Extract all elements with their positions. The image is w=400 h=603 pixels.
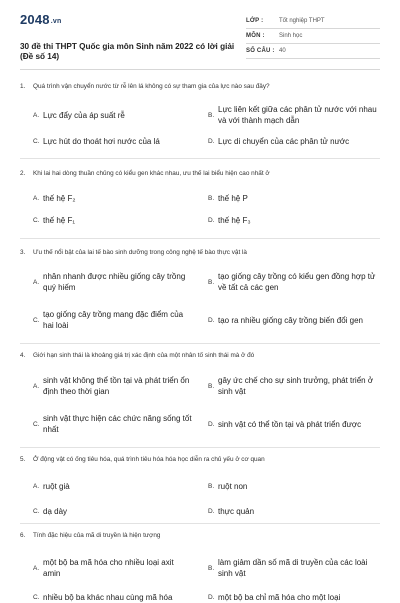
option-letter: D. (208, 137, 215, 145)
answer-options (33, 257, 380, 339)
document-title: 30 đề thi THPT Quốc gia môn Sinh năm 2022 có lời giải (Đề số 14) (20, 42, 235, 61)
option-c[interactable] (33, 308, 193, 332)
option-text: thế hệ F₂ (43, 193, 76, 203)
option-c[interactable] (33, 591, 193, 603)
option-d[interactable] (208, 412, 380, 436)
option-letter: B. (208, 382, 215, 390)
option-d[interactable] (208, 214, 380, 226)
option-letter: A. (33, 382, 40, 390)
question-1 (20, 82, 380, 149)
option-d[interactable] (208, 308, 380, 332)
option-letter: C. (33, 507, 40, 515)
option-b[interactable] (208, 480, 380, 492)
question-text: Ưu thế nổi bật của lai tế bào sinh dưỡng trong công nghệ tế bào thực vật là (33, 249, 247, 256)
question-text: Ở động vật có ống tiêu hóa, quá trình tiêu hóa hóa học diễn ra chủ yếu ở cơ quan (33, 456, 265, 463)
question-divider (20, 523, 380, 524)
meta-value: 40 (279, 48, 286, 54)
option-text: một bộ ba mã hóa cho nhiều loại axit amin (43, 558, 174, 578)
option-text: thế hệ F₃ (218, 215, 251, 225)
option-letter: A. (33, 564, 40, 572)
option-text: gây ức chế cho sự sinh trưởng, phát triển ở sinh vật (218, 376, 374, 396)
option-text: Lực di chuyển của các phân tử nước (218, 136, 350, 146)
option-b[interactable] (208, 270, 380, 294)
option-d[interactable] (208, 135, 380, 147)
option-letter: B. (208, 111, 215, 119)
option-text: ruột già (43, 481, 70, 491)
option-text: Lực liên kết giữa các phân tử nước với nhau và với thành mạch dẫn (218, 105, 377, 125)
question-6 (20, 531, 380, 600)
document-header (20, 12, 380, 62)
option-text: dạ dày (43, 506, 68, 516)
option-letter: D. (208, 420, 215, 428)
option-letter: B. (208, 482, 215, 490)
meta-label: MÔN : (246, 33, 265, 39)
question-text: Tính đặc hiệu của mã di truyền là hiện tượng (33, 532, 161, 539)
option-a[interactable] (33, 374, 193, 398)
meta-label: SỐ CÂU : (246, 48, 275, 54)
question-5 (20, 455, 380, 520)
option-d[interactable] (208, 505, 380, 517)
question-divider (20, 158, 380, 159)
option-text: Lực đẩy của áp suất rễ (43, 110, 125, 120)
option-letter: C. (33, 593, 40, 601)
meta-row-subject (246, 29, 380, 44)
option-b[interactable] (208, 192, 380, 204)
answer-options (33, 91, 380, 149)
option-letter: B. (208, 278, 215, 286)
option-letter: C. (33, 420, 40, 428)
answer-options (33, 540, 380, 600)
question-number: 5. (20, 456, 26, 463)
option-letter: B. (208, 194, 215, 202)
option-letter: B. (208, 564, 215, 572)
option-c[interactable] (33, 412, 193, 436)
option-text: tạo giống cây trồng có kiểu gen đồng hợp tử về tất cả các gen (218, 272, 376, 292)
option-b[interactable] (208, 374, 380, 398)
question-stem (20, 82, 380, 91)
question-text: Khi lai hai dòng thuần chủng có kiểu gen khác nhau, ưu thế lai biểu hiện cao nhất ở (33, 170, 270, 177)
option-b[interactable] (208, 103, 380, 127)
option-a[interactable] (33, 103, 193, 127)
option-text: thực quản (218, 506, 255, 516)
option-a[interactable] (33, 270, 193, 294)
question-text: Quá trình vận chuyển nước từ rễ lên lá không có sự tham gia của lực nào sau đây? (33, 83, 270, 90)
option-a[interactable] (33, 480, 193, 492)
option-b[interactable] (208, 556, 380, 580)
question-2 (20, 169, 380, 230)
question-stem (20, 351, 380, 360)
meta-row-count (246, 44, 380, 59)
option-letter: C. (33, 216, 40, 224)
option-a[interactable] (33, 192, 193, 204)
option-text: một bộ ba chỉ mã hóa cho một loại (218, 592, 341, 602)
question-3 (20, 248, 380, 339)
question-4 (20, 351, 380, 444)
question-stem (20, 248, 380, 257)
answer-options (33, 360, 380, 444)
question-divider (20, 447, 380, 448)
option-c[interactable] (33, 135, 193, 147)
option-a[interactable] (33, 556, 193, 580)
option-text: Lực hút do thoát hơi nước của lá (43, 136, 160, 146)
question-number: 1. (20, 83, 26, 90)
option-text: nhiều bộ ba khác nhau cùng mã hóa (43, 592, 173, 602)
question-number: 4. (20, 352, 26, 359)
question-stem (20, 169, 380, 178)
answer-options (33, 464, 380, 520)
option-letter: D. (208, 316, 215, 324)
option-text: thế hệ F₁ (43, 215, 76, 225)
meta-row-class (246, 14, 380, 29)
question-stem (20, 531, 380, 540)
option-letter: A. (33, 194, 40, 202)
option-text: làm giảm dần số mã di truyền của các loài sinh vật (218, 558, 368, 578)
option-text: sinh vật có thể tồn tại và phát triển được (218, 419, 362, 429)
option-letter: A. (33, 278, 40, 286)
question-number: 2. (20, 170, 26, 177)
logo-text: 2048 (20, 12, 50, 27)
option-text: nhân nhanh được nhiều giống cây trồng quý hiếm (43, 272, 186, 292)
question-number: 3. (20, 249, 26, 256)
question-number: 6. (20, 532, 26, 539)
meta-value: Sinh học (279, 33, 303, 39)
option-text: tạo ra nhiều giống cây trồng biến đổi gen (218, 315, 363, 325)
option-letter: D. (208, 216, 215, 224)
question-text: Giới hạn sinh thái là khoảng giá trị xác định của một nhân tố sinh thái mà ở đó (33, 352, 255, 359)
option-letter: C. (33, 137, 40, 145)
question-divider (20, 238, 380, 239)
option-text: sinh vật thực hiện các chức năng sống tốt nhất (43, 414, 192, 434)
option-text: ruột non (218, 481, 248, 491)
site-logo[interactable] (20, 12, 61, 27)
option-c[interactable] (33, 214, 193, 226)
option-letter: C. (33, 316, 40, 324)
meta-info (246, 14, 380, 59)
option-text: tạo giống cây trồng mang đặc điểm của hai loài (43, 310, 184, 330)
option-text: sinh vật không thể tồn tại và phát triển ổn định theo thời gian (43, 376, 190, 396)
question-divider (20, 343, 380, 344)
option-letter: D. (208, 593, 215, 601)
meta-value: Tốt nghiệp THPT (279, 18, 325, 24)
option-letter: A. (33, 111, 40, 119)
question-stem (20, 455, 380, 464)
header-divider (20, 69, 380, 70)
option-c[interactable] (33, 505, 193, 517)
logo-domain: .vn (50, 18, 62, 25)
option-d[interactable] (208, 591, 380, 603)
option-text: thế hệ P (218, 193, 248, 203)
option-letter: A. (33, 482, 40, 490)
option-letter: D. (208, 507, 215, 515)
meta-label: LỚP : (246, 18, 264, 24)
answer-options (33, 178, 380, 230)
